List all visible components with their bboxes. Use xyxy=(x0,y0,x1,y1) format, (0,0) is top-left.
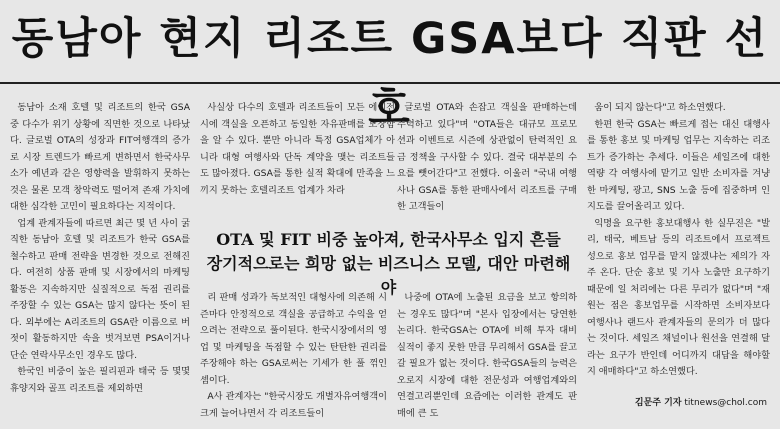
subheadline-line-2: 장기적으로는 희망 없는 비즈니스 모델, 대안 마련해야 xyxy=(206,254,571,297)
byline-email: titnews@chol.com xyxy=(684,398,767,408)
headline-rule xyxy=(0,82,780,84)
column-2-bottom xyxy=(200,290,387,429)
col4-paragraph-1: 움이 되지 않는다"고 하소연했다. xyxy=(594,102,726,113)
col3-bottom-paragraph: 나중에 OTA에 노출된 요금을 보고 항의하는 경우도 많다"며 "본사 입장에서는 당연한 논리다. 한국GSA는 OTA에 비해 투자 대비 실적이 좋지 못한 만큼 무리해서 GSA를 끌고 갈 필요가 없는 것이다. 한국GSA들의 능력은 오로지 시장에 대한 전문성과 여행업계와의 연결고리뿐인데 요즘에는 이러한 관계도 판매에 큰 도 xyxy=(397,292,577,419)
subheadline-line-1: OTA 및 FIT 비중 높아져, 한국사무소 입지 흔들 xyxy=(216,230,561,249)
col2-bottom-paragraph-2: A사 관계자는 "한국시장도 개별자유여행객이 크게 늘어나면서 각 리조트들이 xyxy=(200,391,387,419)
column-3-top xyxy=(397,100,577,222)
column-2-top xyxy=(200,100,395,222)
column-4 xyxy=(587,100,770,429)
col1-paragraph-1: 동남아 소재 호텔 및 리조트의 한국 GSA 중 다수가 위기 상황에 직면한 것으로 나타났다. 글로벌 OTA의 성장과 FIT여행객의 증가로 시장 트렌드가 빠르게 변하면서 한국사무소가 예년과 같은 영향력을 발휘하지 못하는 것은 물론 모객 창악력도 떨어져 존재 가치에 대한 심각한 고민이 필요하다는 지적이다. xyxy=(10,102,190,212)
byline-reporter: 김문주 기자 xyxy=(634,398,682,408)
col3-top-paragraph: 글로벌 OTA와 손잡고 객실을 판매하는데 주력하고 있다"며 "OTA들은 대규모 프로모션과 이벤트로 시즌에 상관없이 탄력적인 요금 정책을 구사할 수 있다. 결국 대부분의 수요를 뺏어간다"고 전했다. 이울러 "국내 여행사나 GSA를 통한 판매사에서 리조트를 구매한 고객들이 xyxy=(397,102,577,212)
col2-bottom-paragraph-1: 리 판매 성과가 독보적인 대형사에 의존해 시즌마다 안정적으로 객실을 공급하고 수익을 얻으려는 전략으로 풀이된다. 한국시장에서의 영업 및 마케팅을 독점할 수 있는 탄탄한 권리를 주장해야 하는 GSA로써는 기세가 한 풀 꺾인 셈이다. xyxy=(200,292,387,386)
column-1 xyxy=(10,100,190,429)
headline: 동남아 현지 리조트 GSA보다 직판 선호 xyxy=(11,14,769,134)
col4-paragraph-2: 한편 한국 GSA는 빠르게 접는 대신 대행사를 통한 홍보 및 마케팅 업무는 지속하는 리조트가 증가하는 추세다. 이들은 세일즈에 대한 역량 각 여행사에 맡기고 일반 소비자를 겨냥한 마케팅, 광고, SNS 노출 등에 집중하며 인지도를 끌어올리고 있다. xyxy=(587,118,770,212)
col1-paragraph-2: 업계 관계자들에 따르면 최근 몇 년 사이 굵직한 동남아 호텔 및 리조트가 한국 GSA를 철수하고 판매 전략을 변경한 것으로 전해진다. 여전히 상품 판매 및 시장에서의 마케팅 활동은 지속하지만 실질적으로 독점 권리를 주장할 수 있는 GSA는 많지 않다는 뜻이 된다. 외부에는 A리조트의 GSA란 이름으로 버젓이 활동하지만 속을 벗겨보면 PSA이거나 단순 연락사무소인 경우도 많다. xyxy=(10,217,190,361)
byline xyxy=(587,396,767,410)
col2-top-paragraph: 사실상 다수의 호텔과 리조트들이 모든 에이전시에 객실을 오픈하고 동일한 자유판매를 보장함을 알 수 있다. 뿐만 아니라 특정 GSA업체가 아니라 대형 여행사와 단독 계약을 맺는 리조트들도 많아졌다. GSA를 통한 실적 확대에 만족을 느끼지 못하는 호텔리조트 업계가 차라 xyxy=(200,102,395,196)
column-3-bottom xyxy=(397,290,577,429)
col4-paragraph-3: 익명을 요구한 홍보대행사 한 실무진은 "발리, 태국, 베트남 등의 리조트에서 프로젝트 성으로 홍보 업무를 맡지 않겠냐는 제의가 자주 온다. 단순 홍보 및 기사 노출만 요구하기 때문에 일 처리에는 다른 무리가 없다"며 "재원는 점은 홍보업무를 시작하면 소비자보다 여행사나 랜드사 관계자들의 문의가 더 많다는 것이다. 세일즈 채널이나 원선을 연결해 달라는 요구가 반인데 어디까지 대답을 해야할지 애매하다"고 하소연했다. xyxy=(587,217,770,377)
col1-paragraph-3: 한국인 비중이 높은 필리핀과 태국 등 몇몇 휴양지와 골프 리조트를 제외하면 xyxy=(10,366,190,394)
